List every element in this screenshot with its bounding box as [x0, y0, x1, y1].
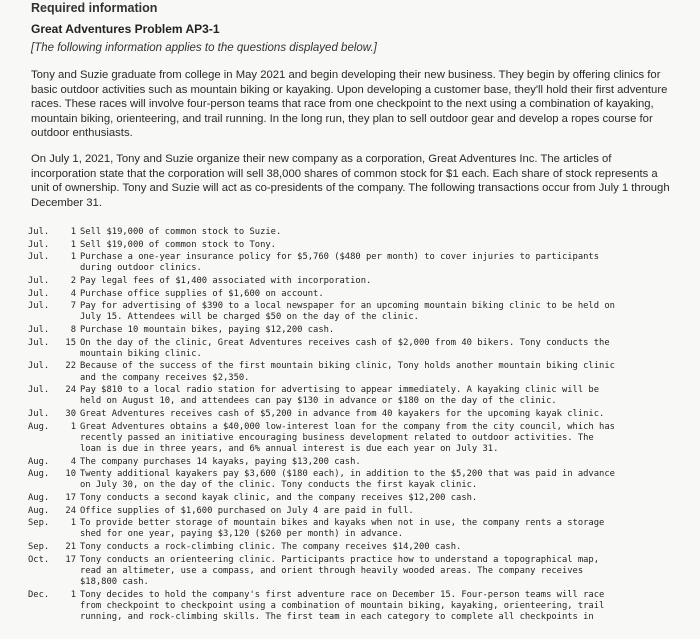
transaction-list: [28, 227, 676, 625]
intro-paragraph: Tony and Suzie graduate from college in May 2021 and begin developing their new business. They begin by offering clinics for basic outdoor activities such as mountain biking or kayaking. Upon developing a customer base, they'll hold their first adventure races. These races will involve four-person teams that race from one checkpoint to the next using a combination of kayaking, mountain biking, orienteering, and trail running. In the long run, they plan to sell outdoor gear and develop a ropes course for outdoor enthusiasts.: [31, 69, 668, 140]
transaction-month: Jul.: [28, 361, 50, 372]
transaction-line: loan is due in three years, and 6% annual interest is due each year on July 31.: [80, 443, 499, 454]
transaction-description: [80, 590, 676, 624]
transaction-line: read an altimeter, use a compass, and orient through heavily wooded areas. The company receives: [80, 565, 584, 576]
transaction-row: [28, 338, 676, 360]
transaction-line: held on August 10, and attendees can pay $130 in advance or $180 on the day of the clinic.: [80, 396, 557, 407]
transaction-row: [28, 361, 676, 383]
transaction-month: Jul.: [28, 301, 50, 312]
transaction-description: [80, 555, 676, 589]
transaction-day: 21: [65, 541, 76, 552]
transaction-description: [80, 361, 676, 383]
transaction-line: shed for one year, paying $3,120 ($260 per month) in advance.: [80, 529, 404, 540]
transaction-month: Aug.: [28, 505, 50, 516]
transaction-day: 1: [70, 421, 76, 432]
transaction-day: 17: [65, 554, 76, 565]
transaction-month: Jul.: [28, 252, 50, 263]
transaction-line: On the day of the clinic, Great Adventures receives cash of $2,000 from 40 bikers. Tony conducts the: [80, 337, 610, 348]
transaction-line: Twenty additional kayakers pay $3,600 ($180 each), in addition to the $5,200 that was paid in advance: [80, 469, 615, 480]
transaction-day: 1: [70, 589, 76, 600]
transaction-month: Jul.: [28, 337, 50, 348]
transaction-row: [28, 518, 676, 540]
transaction-month: Jul.: [28, 408, 50, 419]
transaction-row: [28, 276, 676, 287]
transaction-day: 24: [65, 385, 76, 396]
problem-title: Great Adventures Problem AP3-1: [31, 22, 220, 36]
transaction-line: Great Adventures obtains a $40,000 low-interest loan for the company from the city council, which has: [80, 421, 615, 432]
transaction-line: The company purchases 14 kayaks, paying $13,200 cash.: [80, 456, 361, 467]
transaction-line: Tony conducts a rock-climbing clinic. The company receives $14,200 cash.: [80, 541, 462, 552]
transaction-description: [80, 469, 676, 491]
transaction-line: Sell $19,000 of common stock to Suzie.: [80, 227, 282, 237]
transaction-line: during outdoor clinics.: [80, 263, 202, 274]
transaction-line: running, and rock-climbing skills. The first team in each category to complete all checkpoints in: [80, 611, 594, 622]
transaction-description: [80, 325, 676, 336]
transaction-description: [80, 409, 676, 420]
transaction-description: [80, 518, 676, 540]
transaction-day: 1: [70, 227, 76, 237]
transaction-row: [28, 422, 676, 456]
transaction-month: Jul.: [28, 227, 50, 237]
transaction-day: 30: [65, 408, 76, 419]
transaction-row: [28, 506, 676, 517]
transaction-month: Jul.: [28, 288, 50, 299]
transaction-description: [80, 240, 676, 251]
transaction-month: Dec.: [28, 589, 50, 600]
required-information-heading: Required information: [31, 1, 158, 15]
transaction-month: Aug.: [28, 469, 50, 480]
transaction-line: Pay for advertising of $390 to a local newspaper for an upcoming mountain biking clinic to be held on: [80, 301, 615, 312]
transaction-line: mountain biking clinic.: [80, 348, 202, 359]
transaction-row: [28, 542, 676, 553]
transaction-day: 8: [70, 324, 76, 335]
transaction-row: [28, 457, 676, 468]
transaction-month: Jul.: [28, 239, 50, 250]
transaction-description: [80, 422, 676, 456]
transaction-description: [80, 252, 676, 274]
transaction-description: [80, 227, 676, 238]
transaction-day: 1: [70, 252, 76, 263]
organization-paragraph: On July 1, 2021, Tony and Suzie organize their new company as a corporation, Great Adventures Inc. The articles of incorporation state that the corporation will sell 38,000 shares of common stock for $1 each. Each share of stock represents a unit of ownership. Tony and Suzie will act as co-presidents of the company. The following transactions occur from July 1 through December 31.: [31, 153, 670, 209]
transaction-line: Office supplies of $1,600 purchased on July 4 are paid in full.: [80, 505, 414, 516]
transaction-line: recently passed an initiative encouraging business development related to outdoor activities. The: [80, 432, 594, 443]
transaction-month: Sep.: [28, 541, 50, 552]
transaction-row: [28, 240, 676, 251]
transaction-day: 4: [70, 288, 76, 299]
transaction-line: Sell $19,000 of common stock to Tony.: [80, 239, 276, 250]
transaction-month: Jul.: [28, 275, 50, 286]
transaction-line: Tony decides to hold the company's first adventure race on December 15. Four-person teams will race: [80, 589, 605, 600]
transaction-line: Purchase office supplies of $1,600 on account.: [80, 288, 324, 299]
transaction-row: [28, 555, 676, 589]
transaction-day: 1: [70, 518, 76, 529]
transaction-line: Tony conducts an orienteering clinic. Participants practice how to understand a topographical map,: [80, 554, 600, 565]
transaction-day: 15: [65, 337, 76, 348]
transaction-line: from checkpoint to checkpoint using a combination of mountain biking, kayaking, orienteering, trail: [80, 600, 605, 611]
transaction-month: Oct.: [28, 554, 50, 565]
transaction-row: [28, 252, 676, 274]
transaction-row: [28, 325, 676, 336]
transaction-month: Jul.: [28, 324, 50, 335]
transaction-day: 24: [65, 505, 76, 516]
transaction-line: To provide better storage of mountain bikes and kayaks when not in use, the company rents a storage: [80, 518, 605, 529]
transaction-description: [80, 493, 676, 504]
transaction-description: [80, 338, 676, 360]
transaction-row: [28, 409, 676, 420]
transaction-day: 2: [70, 275, 76, 286]
transaction-line: July 15. Attendees will be charged $50 on the day of the clinic.: [80, 312, 419, 323]
transaction-line: and the company receives $2,350.: [80, 372, 250, 383]
transaction-day: 7: [70, 301, 76, 312]
info-note: [The following information applies to the questions displayed below.]: [31, 42, 377, 54]
transaction-day: 17: [65, 492, 76, 503]
transaction-line: Tony conducts a second kayak clinic, and the company receives $12,200 cash.: [80, 492, 478, 503]
transaction-line: Pay legal fees of $1,400 associated with incorporation.: [80, 275, 372, 286]
transaction-day: 22: [65, 361, 76, 372]
transaction-line: Purchase 10 mountain bikes, paying $12,200 cash.: [80, 324, 335, 335]
transaction-row: [28, 493, 676, 504]
transaction-description: [80, 542, 676, 553]
transaction-day: 1: [70, 239, 76, 250]
transaction-line: Purchase a one-year insurance policy for $5,760 ($480 per month) to cover injuries to participants: [80, 252, 600, 263]
transaction-description: [80, 301, 676, 323]
transaction-month: Aug.: [28, 492, 50, 503]
transaction-description: [80, 385, 676, 407]
transaction-month: Aug.: [28, 421, 50, 432]
transaction-row: [28, 469, 676, 491]
transaction-month: Sep.: [28, 518, 50, 529]
transaction-row: [28, 385, 676, 407]
transaction-line: on July 30, on the day of the clinic. Tony conducts the first kayak clinic.: [80, 480, 478, 491]
transaction-day: 10: [65, 469, 76, 480]
transaction-row: [28, 590, 676, 624]
transaction-day: 4: [70, 456, 76, 467]
transaction-month: Jul.: [28, 385, 50, 396]
transaction-description: [80, 276, 676, 287]
transaction-description: [80, 457, 676, 468]
transaction-month: Aug.: [28, 456, 50, 467]
transaction-row: [28, 227, 676, 238]
transaction-row: [28, 289, 676, 300]
transaction-line: Great Adventures receives cash of $5,200 in advance from 40 kayakers for the upcoming kayak clinic.: [80, 408, 605, 419]
transaction-row: [28, 301, 676, 323]
transaction-line: Because of the success of the first mountain biking clinic, Tony holds another mountain biking clinic: [80, 361, 615, 372]
transaction-line: Pay $810 to a local radio station for advertising to appear immediately. A kayaking clinic will be: [80, 385, 600, 396]
transaction-description: [80, 289, 676, 300]
transaction-description: [80, 506, 676, 517]
transaction-line: $18,800 cash.: [80, 576, 149, 587]
